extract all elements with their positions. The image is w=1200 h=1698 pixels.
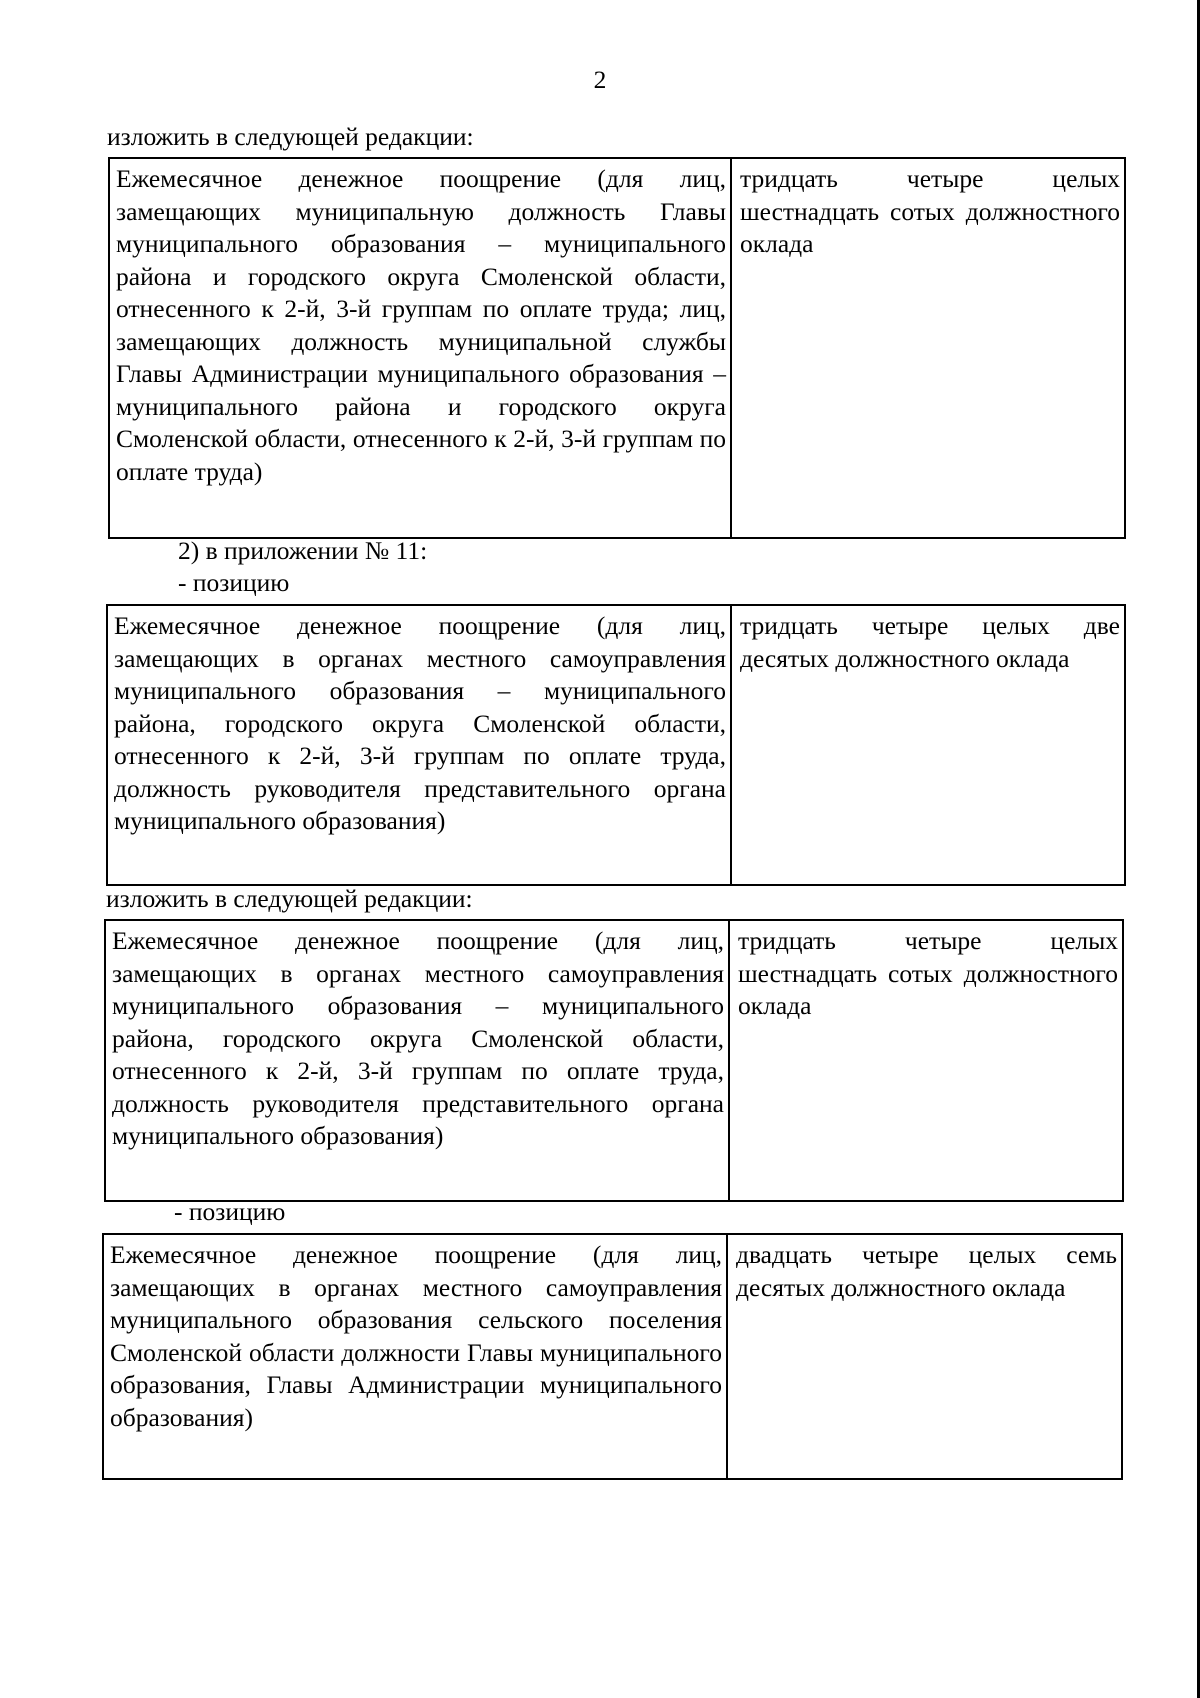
item-2-text: 2) в приложении № 11: xyxy=(178,536,428,565)
table-2-position-cell: Ежемесячное денежное поощрение (для лиц, замещающих в органах местного самоуправления муниципального образования – муниципального района, городского округа Смоленской области, отнесенного к 2-й, 3-й группам по оплате труда, должность руководителя представительного органа муниципального образования) xyxy=(108,606,732,884)
table-2 xyxy=(106,604,1126,886)
intro-text-1: изложить в следующей редакции: xyxy=(107,122,474,151)
table-4-position-cell: Ежемесячное денежное поощрение (для лиц, замещающих в органах местного самоуправления муниципального образования сельского поселения Смоленской области должности Главы муниципального образования, Главы Администрации муниципального образования) xyxy=(104,1235,728,1478)
table-3 xyxy=(104,919,1124,1202)
intro-text-2: изложить в следующей редакции: xyxy=(106,884,473,913)
position-label-2: - позицию xyxy=(174,1197,286,1226)
position-label-1: - позицию xyxy=(178,568,290,597)
table-1-amount-cell: тридцать четыре целых шестнадцать сотых должностного оклада xyxy=(740,164,1120,258)
table-2-amount-cell: тридцать четыре целых две десятых должностного оклада xyxy=(740,611,1120,673)
table-3-amount-cell: тридцать четыре целых шестнадцать сотых должностного оклада xyxy=(738,926,1118,1020)
table-3-position-cell: Ежемесячное денежное поощрение (для лиц, замещающих в органах местного самоуправления муниципального образования – муниципального района, городского округа Смоленской области, отнесенного к 2-й, 3-й группам по оплате труда, должность руководителя представительного органа муниципального образования) xyxy=(106,921,730,1200)
table-4-amount-cell: двадцать четыре целых семь десятых должностного оклада xyxy=(736,1240,1117,1302)
table-1-position-cell: Ежемесячное денежное поощрение (для лиц, замещающих муниципальную должность Главы муниципального образования – муниципального района и городского округа Смоленской области, отнесенного к 2-й, 3-й группам по оплате труда; лиц, замещающих должность муниципальной службы Главы Администрации муниципального образования – муниципального района и городского округа Смоленской области, отнесенного к 2-й, 3-й группам по оплате труда) xyxy=(110,159,732,537)
table-1 xyxy=(108,157,1126,539)
page-number: 2 xyxy=(593,65,607,94)
table-4 xyxy=(102,1233,1123,1480)
